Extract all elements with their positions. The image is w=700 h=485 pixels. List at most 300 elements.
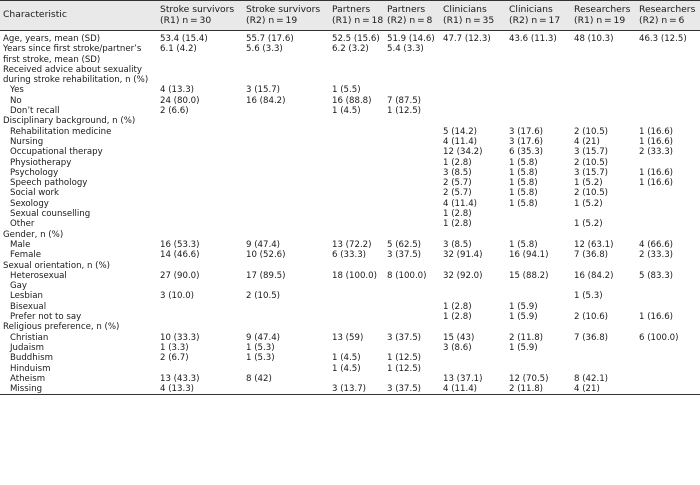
table-cell bbox=[571, 281, 636, 291]
table-cell bbox=[243, 322, 329, 332]
table-row bbox=[0, 96, 700, 106]
table-cell: 3 (13.7) bbox=[329, 384, 384, 395]
table-cell: 3 (37.5) bbox=[387, 332, 422, 343]
table-cell: 9 (47.4) bbox=[246, 239, 281, 250]
table-cell bbox=[384, 65, 440, 86]
table-cell bbox=[636, 219, 700, 229]
row-label: Sexual counselling bbox=[10, 209, 91, 220]
table-cell bbox=[157, 364, 243, 374]
table-cell bbox=[157, 209, 243, 219]
table-row bbox=[0, 219, 700, 229]
table-cell bbox=[157, 168, 243, 178]
table-cell: 47.7 (12.3) bbox=[443, 34, 491, 44]
table-cell: 1 (16.6) bbox=[639, 178, 674, 189]
table-cell bbox=[384, 178, 440, 188]
table-cell: 3 (17.6) bbox=[509, 136, 544, 147]
table-cell: 16 (94.1) bbox=[509, 250, 549, 261]
table-row bbox=[0, 302, 700, 312]
table-cell: 1 (5.8) bbox=[509, 178, 538, 189]
row-label: Judaism bbox=[10, 342, 44, 353]
table-cell bbox=[329, 281, 384, 291]
table-row bbox=[0, 147, 700, 157]
table-cell bbox=[506, 364, 571, 374]
table-row bbox=[0, 281, 700, 291]
table-cell: 1 (2.8) bbox=[443, 157, 472, 168]
table-cell bbox=[440, 96, 506, 106]
section-row bbox=[0, 322, 700, 332]
table-cell bbox=[571, 44, 636, 65]
row-label: Male bbox=[10, 239, 31, 250]
table-cell: 15 (43) bbox=[443, 332, 475, 343]
table-cell bbox=[157, 219, 243, 229]
table-cell bbox=[157, 281, 243, 291]
table-cell bbox=[329, 302, 384, 312]
table-cell: 2 (10.5) bbox=[574, 126, 609, 137]
table-cell bbox=[636, 281, 700, 291]
table-cell bbox=[329, 65, 384, 86]
table-cell bbox=[157, 158, 243, 168]
table-cell bbox=[329, 147, 384, 157]
column-header bbox=[636, 1, 700, 31]
table-row bbox=[0, 127, 700, 137]
column-header-line1: Clinicians bbox=[509, 4, 553, 15]
table-cell bbox=[384, 312, 440, 322]
table-cell: 5 (83.3) bbox=[639, 270, 674, 281]
column-header-line2: (R1) n = 19 bbox=[574, 14, 626, 26]
section-label: Received advice about sexuality during stroke rehabilitation, n (%) bbox=[3, 64, 149, 86]
table-cell: 46.3 (12.5) bbox=[639, 34, 687, 44]
table-cell bbox=[384, 281, 440, 291]
table-cell: 6 (33.3) bbox=[332, 250, 367, 261]
column-header-line2: (R1) n = 30 bbox=[160, 14, 212, 26]
table-cell bbox=[384, 188, 440, 198]
table-cell: 1 (12.5) bbox=[387, 363, 422, 374]
table-cell: 1 (5.2) bbox=[574, 178, 603, 189]
column-header-line1: Partners bbox=[332, 4, 371, 15]
table-cell: 55.7 (17.6) bbox=[246, 34, 294, 44]
table-cell bbox=[440, 44, 506, 65]
table-row bbox=[0, 364, 700, 374]
table-cell: 1 (5.8) bbox=[509, 157, 538, 168]
table-cell bbox=[329, 158, 384, 168]
table-cell bbox=[506, 353, 571, 363]
table-cell bbox=[440, 353, 506, 363]
table-cell: 1 (12.5) bbox=[387, 353, 422, 364]
table-cell bbox=[384, 85, 440, 95]
section-label: Disciplinary background, n (%) bbox=[3, 116, 136, 127]
table-cell bbox=[384, 209, 440, 219]
table-cell: 6.2 (3.2) bbox=[332, 44, 369, 55]
table-header bbox=[0, 1, 700, 31]
table-cell bbox=[243, 106, 329, 116]
table-cell bbox=[243, 261, 329, 271]
table-cell bbox=[384, 302, 440, 312]
column-header bbox=[506, 1, 571, 31]
table-cell: 2 (33.3) bbox=[639, 250, 674, 261]
table-cell: 10 (33.3) bbox=[160, 332, 200, 343]
table-cell bbox=[571, 96, 636, 106]
table-cell: 2 (5.7) bbox=[443, 178, 472, 189]
column-header-line1: Researchers bbox=[639, 4, 696, 15]
row-label: Yes bbox=[10, 85, 24, 96]
table-cell bbox=[384, 137, 440, 147]
table-cell bbox=[636, 302, 700, 312]
table-row bbox=[0, 209, 700, 219]
table-cell bbox=[636, 230, 700, 240]
table-cell: 1 (16.6) bbox=[639, 126, 674, 137]
table-cell bbox=[636, 374, 700, 384]
table-cell: 3 (10.0) bbox=[160, 291, 195, 302]
table-cell bbox=[636, 353, 700, 363]
table-cell: 16 (84.2) bbox=[246, 95, 286, 106]
column-header-line1: Researchers bbox=[574, 4, 631, 15]
table-cell bbox=[571, 209, 636, 219]
table-cell bbox=[636, 261, 700, 271]
table-cell: 1 (5.3) bbox=[574, 291, 603, 302]
table-body bbox=[0, 31, 700, 395]
column-header bbox=[157, 1, 243, 31]
section-row bbox=[0, 31, 700, 45]
table-cell bbox=[243, 312, 329, 322]
table-cell bbox=[384, 230, 440, 240]
table-cell: 1 (3.3) bbox=[160, 342, 189, 353]
table-cell bbox=[506, 281, 571, 291]
table-cell: 3 (8.5) bbox=[443, 167, 472, 178]
table-cell: 13 (37.1) bbox=[443, 373, 483, 384]
section-row bbox=[0, 261, 700, 271]
table-cell: 16 (88.8) bbox=[332, 95, 372, 106]
table-cell bbox=[636, 96, 700, 106]
table-cell: 5 (62.5) bbox=[387, 239, 422, 250]
table-cell: 17 (89.5) bbox=[246, 270, 286, 281]
table-cell: 8 (100.0) bbox=[387, 270, 427, 281]
table-cell bbox=[243, 168, 329, 178]
column-header-line1: Partners bbox=[387, 4, 426, 15]
table-cell bbox=[243, 127, 329, 137]
table-cell bbox=[243, 188, 329, 198]
table-cell bbox=[243, 137, 329, 147]
table-cell bbox=[506, 44, 571, 65]
table-cell: 2 (11.8) bbox=[506, 384, 571, 395]
table-cell bbox=[243, 364, 329, 374]
table-cell bbox=[440, 106, 506, 116]
table-row bbox=[0, 178, 700, 188]
table-cell bbox=[157, 322, 243, 332]
section-label: Sexual orientation, n (%) bbox=[3, 260, 111, 271]
table-cell bbox=[636, 158, 700, 168]
column-header-line1: Clinicians bbox=[443, 4, 487, 15]
table-cell bbox=[329, 127, 384, 137]
table-cell bbox=[329, 178, 384, 188]
table-cell: 2 (10.5) bbox=[574, 188, 609, 199]
column-header-line2: (R2) n = 8 bbox=[387, 14, 433, 26]
table-cell: 4 (21) bbox=[574, 136, 600, 147]
table-cell bbox=[440, 116, 506, 126]
table-cell: 4 (13.3) bbox=[157, 384, 243, 395]
row-label: Sexology bbox=[10, 198, 49, 209]
table-cell bbox=[329, 291, 384, 301]
row-label: Speech pathology bbox=[10, 178, 88, 189]
table-cell bbox=[571, 230, 636, 240]
table-cell bbox=[329, 137, 384, 147]
column-header bbox=[329, 1, 384, 31]
table-cell: 3 (8.6) bbox=[443, 342, 472, 353]
table-cell: 1 (5.3) bbox=[246, 353, 275, 364]
table-cell: 32 (92.0) bbox=[443, 270, 483, 281]
table-row bbox=[0, 384, 700, 395]
table-cell: 13 (43.3) bbox=[160, 373, 200, 384]
section-label: Gender, n (%) bbox=[3, 229, 64, 240]
table-cell bbox=[506, 65, 571, 86]
table-cell bbox=[329, 230, 384, 240]
row-label: Psychology bbox=[10, 167, 59, 178]
table-cell: 2 (33.3) bbox=[639, 147, 674, 158]
table-cell bbox=[384, 374, 440, 384]
table-cell: 1 (2.8) bbox=[443, 301, 472, 312]
table-cell: 15 (88.2) bbox=[509, 270, 549, 281]
table-cell: 2 (10.6) bbox=[574, 312, 609, 323]
row-label: Gay bbox=[10, 281, 28, 292]
table-cell bbox=[329, 209, 384, 219]
table-cell bbox=[243, 116, 329, 126]
table-row bbox=[0, 291, 700, 301]
table-cell: 1 (4.5) bbox=[332, 363, 361, 374]
table-cell bbox=[506, 230, 571, 240]
table-cell bbox=[636, 188, 700, 198]
table-cell bbox=[384, 116, 440, 126]
column-header bbox=[571, 1, 636, 31]
table-cell bbox=[157, 178, 243, 188]
table-cell bbox=[384, 168, 440, 178]
table-cell: 12 (63.1) bbox=[574, 239, 614, 250]
table-cell bbox=[384, 343, 440, 353]
table-cell bbox=[636, 106, 700, 116]
header-row bbox=[0, 1, 700, 31]
table-cell bbox=[506, 209, 571, 219]
table-cell bbox=[636, 209, 700, 219]
table-cell: 1 (16.6) bbox=[639, 167, 674, 178]
row-label: Buddhism bbox=[10, 353, 53, 364]
section-row bbox=[0, 44, 700, 65]
row-label: Lesbian bbox=[10, 291, 43, 302]
table-cell bbox=[440, 65, 506, 86]
table-cell: 3 (15.7) bbox=[574, 147, 609, 158]
table-cell bbox=[384, 322, 440, 332]
table-row bbox=[0, 374, 700, 384]
table-cell: 12 (34.2) bbox=[443, 147, 483, 158]
table-cell bbox=[636, 364, 700, 374]
table-cell bbox=[440, 291, 506, 301]
table-cell: 4 (11.4) bbox=[443, 198, 478, 209]
table-cell: 3 (15.7) bbox=[246, 85, 281, 96]
table-cell bbox=[243, 178, 329, 188]
table-cell bbox=[571, 353, 636, 363]
table-cell: 4 (21) bbox=[571, 384, 636, 395]
table-cell bbox=[440, 322, 506, 332]
table-cell bbox=[157, 199, 243, 209]
table-cell bbox=[571, 116, 636, 126]
table-cell: 2 (5.7) bbox=[443, 188, 472, 199]
table-cell: 5.6 (3.3) bbox=[246, 44, 283, 55]
table-cell: 1 (5.8) bbox=[509, 198, 538, 209]
table-cell: 13 (59) bbox=[332, 332, 364, 343]
table-cell bbox=[384, 199, 440, 209]
row-label: Bisexual bbox=[10, 301, 47, 312]
row-label: Prefer not to say bbox=[10, 312, 82, 323]
section-row bbox=[0, 230, 700, 240]
table-cell: 1 (5.2) bbox=[574, 198, 603, 209]
table-cell bbox=[506, 116, 571, 126]
table-cell bbox=[329, 343, 384, 353]
table-cell bbox=[157, 188, 243, 198]
table-cell: 1 (5.5) bbox=[332, 85, 361, 96]
table-cell bbox=[157, 230, 243, 240]
table-cell bbox=[384, 261, 440, 271]
table-row bbox=[0, 343, 700, 353]
table-cell bbox=[506, 96, 571, 106]
table-cell bbox=[329, 199, 384, 209]
column-header-characteristic bbox=[0, 1, 157, 31]
table-cell: 2 (10.5) bbox=[246, 291, 281, 302]
table-cell: 10 (52.6) bbox=[246, 250, 286, 261]
table-cell bbox=[571, 85, 636, 95]
table-cell bbox=[243, 302, 329, 312]
table-cell: 3 (8.5) bbox=[443, 239, 472, 250]
column-header bbox=[243, 1, 329, 31]
table-cell bbox=[571, 65, 636, 86]
column-header-line1: Stroke survivors bbox=[160, 4, 235, 15]
table-cell: 2 (6.7) bbox=[160, 353, 189, 364]
table-cell bbox=[506, 261, 571, 271]
table-cell: 4 (11.4) bbox=[443, 136, 478, 147]
table-cell: 1 (2.8) bbox=[443, 209, 472, 220]
column-header-line2: (R1) n = 18 bbox=[332, 14, 384, 26]
table-cell: 7 (87.5) bbox=[387, 95, 422, 106]
table-cell: 27 (90.0) bbox=[160, 270, 200, 281]
section-label: Age, years, mean (SD) bbox=[3, 34, 101, 44]
table-cell: 9 (47.4) bbox=[246, 332, 281, 343]
table-cell bbox=[440, 364, 506, 374]
table-cell bbox=[506, 85, 571, 95]
table-row bbox=[0, 353, 700, 363]
table-cell bbox=[440, 261, 506, 271]
table-cell bbox=[506, 291, 571, 301]
table-cell: 2 (10.5) bbox=[574, 157, 609, 168]
table-cell: 6 (35.3) bbox=[509, 147, 544, 158]
row-label: Female bbox=[10, 250, 42, 261]
table-cell: 1 (5.8) bbox=[509, 167, 538, 178]
row-label: Christian bbox=[10, 332, 49, 343]
row-label: No bbox=[10, 95, 22, 106]
table-cell: 32 (91.4) bbox=[443, 250, 483, 261]
column-header-line1: Characteristic bbox=[3, 9, 67, 21]
table-cell bbox=[571, 261, 636, 271]
table-row bbox=[0, 168, 700, 178]
table-cell: 1 (2.8) bbox=[443, 312, 472, 323]
table-row bbox=[0, 188, 700, 198]
table-cell: 5 (14.2) bbox=[443, 126, 478, 137]
table-cell: 1 (5.9) bbox=[509, 301, 538, 312]
table-cell bbox=[329, 168, 384, 178]
table-cell: 4 (66.6) bbox=[639, 239, 674, 250]
table-cell bbox=[329, 219, 384, 229]
table-cell bbox=[571, 322, 636, 332]
section-label: Years since first stroke/partner’s first stroke, mean (SD) bbox=[3, 44, 142, 65]
table-cell: 8 (42) bbox=[246, 373, 272, 384]
table-cell: 1 (16.6) bbox=[639, 312, 674, 323]
column-header-line2: (R1) n = 35 bbox=[443, 14, 495, 26]
table-cell: 13 (72.2) bbox=[332, 239, 372, 250]
row-label: Social work bbox=[10, 188, 60, 199]
table-row bbox=[0, 250, 700, 260]
table-row bbox=[0, 271, 700, 281]
table-cell bbox=[243, 209, 329, 219]
table-cell bbox=[243, 199, 329, 209]
table-cell: 1 (12.5) bbox=[387, 106, 422, 117]
table-cell bbox=[243, 219, 329, 229]
table-cell bbox=[506, 219, 571, 229]
table-cell bbox=[636, 384, 700, 395]
table-cell bbox=[157, 302, 243, 312]
row-label: Hinduism bbox=[10, 363, 51, 374]
table-row bbox=[0, 333, 700, 343]
table-cell: 53.4 (15.4) bbox=[160, 34, 208, 44]
table-row bbox=[0, 106, 700, 116]
table-cell: 48 (10.3) bbox=[574, 34, 614, 44]
table-cell: 16 (53.3) bbox=[160, 239, 200, 250]
table-cell bbox=[506, 322, 571, 332]
table-cell: 5.4 (3.3) bbox=[387, 44, 424, 55]
column-header-line2: (R2) n = 6 bbox=[639, 14, 685, 26]
column-header bbox=[384, 1, 440, 31]
row-label: Heterosexual bbox=[10, 270, 67, 281]
table-cell: 51.9 (14.6) bbox=[387, 34, 435, 44]
table-row bbox=[0, 85, 700, 95]
table-cell: 1 (2.8) bbox=[443, 219, 472, 230]
table-cell: 3 (37.5) bbox=[384, 384, 440, 395]
table-cell: 1 (5.3) bbox=[246, 342, 275, 353]
row-label: Don’t recall bbox=[10, 106, 60, 117]
row-label: Physiotherapy bbox=[10, 157, 72, 168]
table-cell: 18 (100.0) bbox=[332, 270, 377, 281]
table-row bbox=[0, 199, 700, 209]
table-row bbox=[0, 240, 700, 250]
table-cell bbox=[571, 343, 636, 353]
column-header-line1: Stroke survivors bbox=[246, 4, 321, 15]
table-cell bbox=[384, 219, 440, 229]
table-cell bbox=[157, 147, 243, 157]
table-row bbox=[0, 158, 700, 168]
row-label: Nursing bbox=[10, 136, 44, 147]
table-cell bbox=[243, 281, 329, 291]
table-cell bbox=[243, 230, 329, 240]
table-cell bbox=[571, 302, 636, 312]
column-header-line2: (R2) n = 17 bbox=[509, 14, 561, 26]
section-row bbox=[0, 116, 700, 126]
table-cell: 2 (6.6) bbox=[160, 106, 189, 117]
table-cell bbox=[571, 364, 636, 374]
table-cell: 16 (84.2) bbox=[574, 270, 614, 281]
table-cell bbox=[506, 106, 571, 116]
table-cell: 7 (36.8) bbox=[574, 250, 609, 261]
table-cell: 12 (70.5) bbox=[509, 373, 549, 384]
table-cell bbox=[157, 65, 243, 86]
column-header-line2: (R2) n = 19 bbox=[246, 14, 298, 26]
table-cell bbox=[440, 230, 506, 240]
table-cell bbox=[636, 343, 700, 353]
column-header bbox=[440, 1, 506, 31]
table-cell: 1 (5.8) bbox=[509, 188, 538, 199]
